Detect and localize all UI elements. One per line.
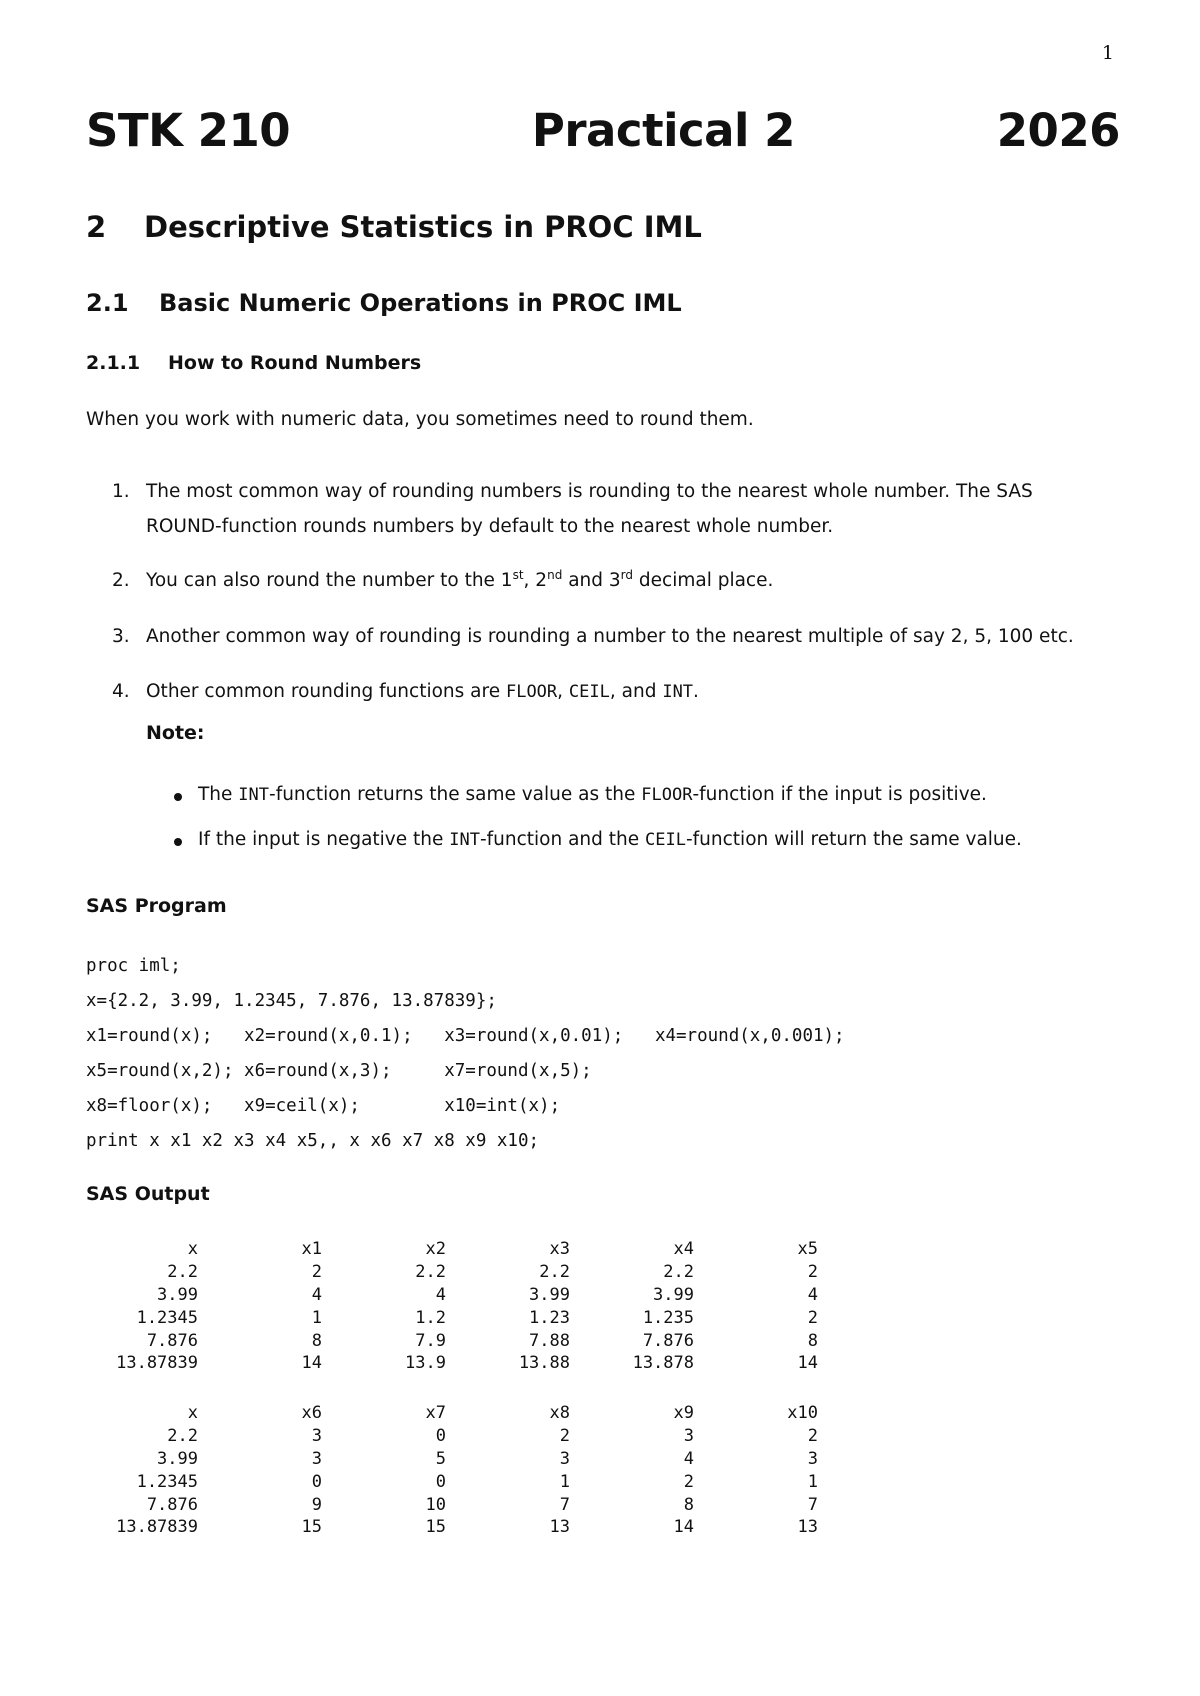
table-cell: 15 [301, 1517, 322, 1538]
text-run: -function will return the same value. [685, 829, 1022, 850]
table-row [86, 1329, 818, 1352]
sas-program-label: SAS Program [86, 895, 227, 917]
table-cell: 13.87839 [116, 1353, 198, 1374]
table-row [86, 1516, 818, 1539]
table-header-row [86, 1402, 818, 1425]
column-header: x6 [301, 1403, 322, 1424]
output-table-2 [86, 1402, 818, 1539]
column-header: x10 [787, 1403, 818, 1424]
table-row [86, 1470, 818, 1493]
code-inline: FLOOR [505, 682, 558, 702]
bullet-icon [174, 793, 182, 801]
column-header: x [187, 1403, 198, 1424]
column-header: x9 [673, 1403, 694, 1424]
list-item-line: ROUND-function rounds numbers by default to the nearest whole number. [146, 516, 834, 537]
table-cell: 7 [807, 1494, 818, 1515]
table-cell: 3.99 [157, 1284, 198, 1305]
table-header-row [86, 1238, 818, 1261]
list-item-number: 1. [112, 481, 130, 502]
document-header [86, 104, 1120, 157]
column-header: x4 [673, 1239, 694, 1260]
text-run: , and [609, 681, 663, 702]
table-cell: 3 [559, 1448, 570, 1469]
table-row [86, 1448, 818, 1471]
table-cell: 1 [807, 1471, 818, 1492]
table-cell: 13 [549, 1517, 570, 1538]
text-run: . [693, 681, 699, 702]
table-cell: 0 [311, 1471, 322, 1492]
bullet-text [198, 829, 1022, 850]
table-cell: 0 [435, 1426, 446, 1447]
column-header: x7 [425, 1403, 446, 1424]
section-number: 2 [86, 210, 107, 244]
text-run: , 2 [523, 570, 548, 591]
superscript: st [512, 567, 524, 582]
table-cell: 10 [425, 1494, 446, 1515]
table-cell: 4 [807, 1284, 818, 1305]
superscript: rd [620, 567, 634, 582]
table-cell: 14 [673, 1517, 694, 1538]
table-row [86, 1284, 818, 1307]
table-cell: 2 [807, 1307, 818, 1328]
table-cell: 14 [797, 1353, 818, 1374]
page-number: 1 [1101, 42, 1114, 64]
table-cell: 3 [807, 1448, 818, 1469]
table-cell: 3.99 [529, 1284, 570, 1305]
code-line: x={2.2, 3.99, 1.2345, 7.876, 13.87839}; [86, 991, 497, 1011]
table-cell: 1.235 [642, 1307, 694, 1328]
table-cell: 2.2 [167, 1262, 198, 1283]
list-item-number: 3. [112, 626, 130, 647]
table-cell: 7 [559, 1494, 570, 1515]
subsection-title: Basic Numeric Operations in PROC IML [159, 289, 682, 317]
table-cell: 1 [311, 1307, 322, 1328]
table-cell: 3.99 [157, 1448, 198, 1469]
table-cell: 13.87839 [116, 1517, 198, 1538]
list-item-text: Another common way of rounding is rounding a number to the nearest multiple of say 2, 5, 100 etc. [146, 626, 1074, 647]
table-row [86, 1261, 818, 1284]
table-cell: 2 [559, 1426, 570, 1447]
table-row [86, 1306, 818, 1329]
subsubsection-title: How to Round Numbers [168, 352, 422, 374]
table-cell: 7.88 [529, 1330, 570, 1351]
table-cell: 1.2345 [136, 1307, 198, 1328]
column-header: x [187, 1239, 198, 1260]
text-run: , [557, 681, 569, 702]
text-run: -function if the input is positive. [692, 784, 987, 805]
table-cell: 3 [311, 1426, 322, 1447]
text-run: The [198, 784, 239, 805]
text-run: You can also round the number to the 1 [146, 570, 513, 591]
list-item-text [146, 674, 1126, 710]
course-code: STK 210 [86, 104, 291, 157]
code-line: x8=floor(x); x9=ceil(x); x10=int(x); [86, 1096, 561, 1116]
code-inline: INT [662, 682, 694, 702]
text-run: decimal place. [633, 570, 774, 591]
table-cell: 4 [311, 1284, 322, 1305]
list-item-text [146, 563, 1126, 598]
column-header: x1 [301, 1239, 322, 1260]
table-cell: 1.2345 [136, 1471, 198, 1492]
code-line: x1=round(x); x2=round(x,0.1); x3=round(x,0.01); x4=round(x,0.001); [86, 1026, 845, 1046]
code-inline: CEIL [568, 682, 610, 702]
subsection-number: 2.1 [86, 289, 129, 317]
year: 2026 [996, 104, 1120, 157]
table-cell: 5 [435, 1448, 446, 1469]
text-run: -function returns the same value as the [269, 784, 642, 805]
column-header: x8 [549, 1403, 570, 1424]
section-title: Descriptive Statistics in PROC IML [144, 210, 702, 244]
table-cell: 8 [683, 1494, 694, 1515]
table-cell: 2 [311, 1262, 322, 1283]
code-line: print x x1 x2 x3 x4 x5,, x x6 x7 x8 x9 x10; [86, 1131, 540, 1151]
table-cell: 7.9 [415, 1330, 446, 1351]
table-cell: 15 [425, 1517, 446, 1538]
table-cell: 2.2 [415, 1262, 446, 1283]
list-item-text [146, 474, 1126, 544]
table-cell: 1.2 [415, 1307, 446, 1328]
table-cell: 7.876 [146, 1494, 198, 1515]
intro-paragraph: When you work with numeric data, you sometimes need to round them. [86, 409, 754, 430]
subsubsection-number: 2.1.1 [86, 352, 141, 374]
table-cell: 2.2 [539, 1262, 570, 1283]
code-inline: FLOOR [641, 785, 693, 805]
table-cell: 3 [683, 1426, 694, 1447]
table-cell: 4 [435, 1284, 446, 1305]
table-cell: 13.878 [632, 1353, 694, 1374]
list-item-number: 4. [112, 681, 130, 702]
note-label: Note: [146, 722, 205, 744]
text-run: Other common rounding functions are [146, 681, 506, 702]
table-cell: 1 [559, 1471, 570, 1492]
table-cell: 2 [683, 1471, 694, 1492]
sas-output-label: SAS Output [86, 1183, 210, 1205]
table-cell: 8 [311, 1330, 322, 1351]
code-inline: CEIL [645, 830, 686, 850]
table-cell: 4 [683, 1448, 694, 1469]
table-cell: 8 [807, 1330, 818, 1351]
text-run: -function and the [479, 829, 646, 850]
text-run: If the input is negative the [198, 829, 450, 850]
bullet-text [198, 784, 987, 805]
column-header: x3 [549, 1239, 570, 1260]
table-cell: 2 [807, 1426, 818, 1447]
output-table-1 [86, 1238, 818, 1375]
practical-title: Practical 2 [531, 104, 795, 157]
table-cell: 2.2 [663, 1262, 694, 1283]
table-cell: 3.99 [653, 1284, 694, 1305]
list-item-line: The most common way of rounding numbers is rounding to the nearest whole number. The SAS [146, 481, 1033, 502]
table-cell: 14 [301, 1353, 322, 1374]
list-item-number: 2. [112, 570, 130, 591]
bullet-icon [174, 838, 182, 846]
table-cell: 13.88 [518, 1353, 570, 1374]
table-cell: 13.9 [405, 1353, 446, 1374]
section-heading [86, 210, 702, 244]
column-header: x2 [425, 1239, 446, 1260]
code-inline: INT [449, 830, 480, 850]
superscript: nd [547, 567, 563, 582]
column-header: x5 [797, 1239, 818, 1260]
table-cell: 3 [311, 1448, 322, 1469]
table-cell: 7.876 [146, 1330, 198, 1351]
table-cell: 9 [311, 1494, 322, 1515]
sas-program-code [86, 956, 845, 1151]
table-cell: 2.2 [167, 1426, 198, 1447]
code-line: proc iml; [86, 956, 181, 976]
code-line: x5=round(x,2); x6=round(x,3); x7=round(x,5); [86, 1061, 592, 1081]
table-cell: 1.23 [529, 1307, 570, 1328]
subsection-heading [86, 289, 682, 317]
subsubsection-heading [86, 352, 421, 374]
code-inline: INT [238, 785, 270, 805]
table-row [86, 1493, 818, 1516]
table-cell: 0 [435, 1471, 446, 1492]
text-run: and 3 [562, 570, 621, 591]
table-row [86, 1352, 818, 1375]
table-cell: 7.876 [642, 1330, 694, 1351]
table-cell: 2 [807, 1262, 818, 1283]
table-row [86, 1425, 818, 1448]
table-cell: 13 [797, 1517, 818, 1538]
